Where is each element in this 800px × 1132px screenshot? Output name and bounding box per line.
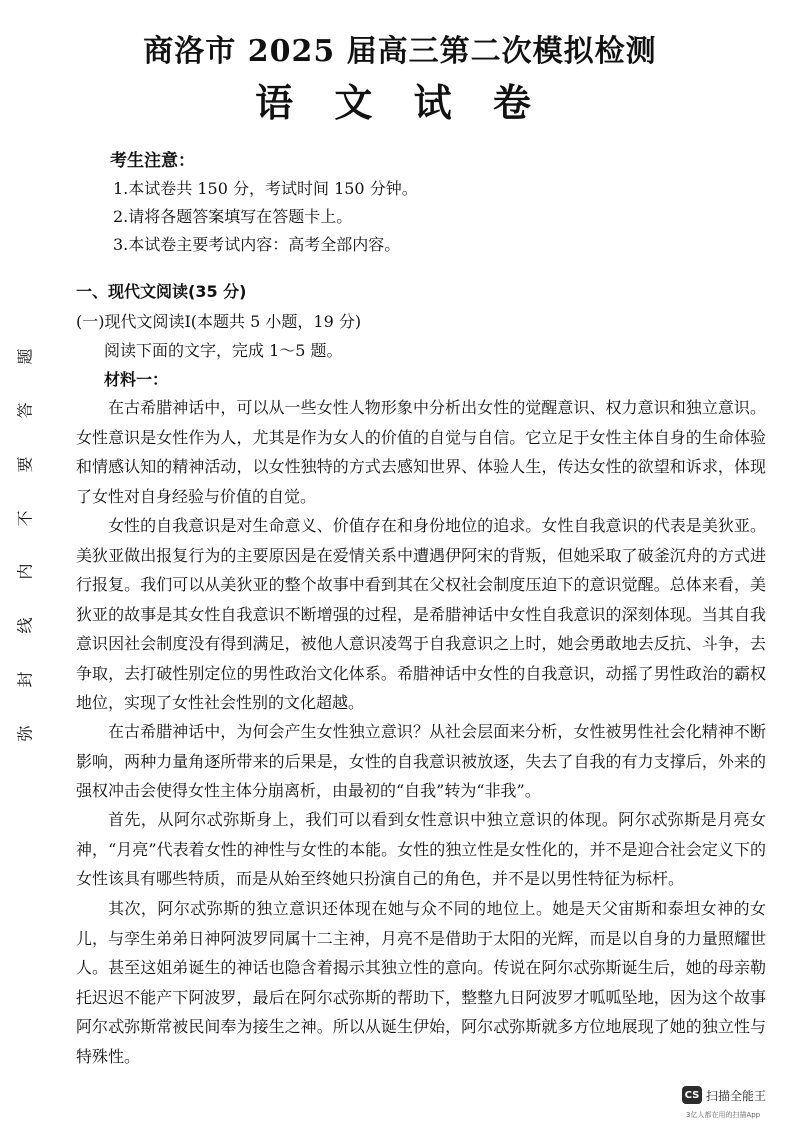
margin-char: 要 — [15, 456, 35, 473]
paper-subtitle: 语 文 试 卷 — [255, 80, 545, 125]
paragraph: 在古希腊神话中，为何会产生女性独立意识？从社会层面来分析，女性被男性社会化精神不断影响，两种力量角逐所带来的后果是，女性的自我意识被放逐，失去了自我的有力支撑后，外来的强权冲击会使得女性主体分崩离析，由最初的“自我”转为“非我”。 — [76, 722, 766, 800]
margin-char: 内 — [15, 563, 35, 580]
notice-item: 1.本试卷共 150 分，考试时间 150 分钟。 — [113, 179, 418, 198]
material-label: 材料一： — [104, 370, 169, 389]
paragraph: 其次，阿尔忒弥斯的独立意识还体现在她与众不同的地位上。她是天父宙斯和泰坦女神的女儿，与孪生弟弟日神阿波罗同属十二主神，月亮不是借助于太阳的光辉，而是以自身的力量照耀世人。甚至这姐弟诞生的神话也隐含着揭示其独立性的意向。传说在阿尔忒弥斯诞生后，她的母亲勒托迟迟不能产下阿波罗，最后在阿尔忒弥斯的帮助下，整整九日阿波罗才呱呱坠地，因为这个故事阿尔忒弥斯常被民间奉为接生之神。所以从诞生伊始，阿尔忒弥斯就多方位地展现了她的独立性与特殊性。 — [76, 899, 766, 1066]
section-heading: 一、现代文阅读(35 分) — [76, 282, 247, 301]
seal-line-margin — [12, 345, 36, 745]
instruction-text: 阅读下面的文字，完成 1～5 题。 — [104, 341, 343, 360]
margin-char: 线 — [15, 617, 35, 634]
scanner-watermark — [682, 1086, 766, 1104]
margin-char: 不 — [15, 510, 35, 527]
exam-title: 商洛市 2025 届高三第二次模拟检测 — [143, 34, 657, 69]
scanner-tagline: 3亿人都在用的扫描App — [686, 1111, 761, 1119]
paragraph: 女性的自我意识是对生命意义、价值存在和身份地位的追求。女性自我意识的代表是美狄亚。美狄亚做出报复行为的主要原因是在爱情关系中遭遇伊阿宋的背叛，但她采取了破釜沉舟的方式进行报复。我们可以从美狄亚的整个故事中看到其在父权社会制度压迫下的意识觉醒。总体来看，美狄亚的故事是其女性自我意识不断增强的过程，是希腊神话中女性自我意识的深刻体现。当其自我意识因社会制度没有得到满足，被他人意识凌驾于自我意识之上时，她会勇敢地去反抗、斗争，去争取，去打破性别定位的男性政治文化体系。希腊神话中女性的自我意识，动摇了男性政治的霸权地位，实现了女性社会性别的文化超越。 — [76, 516, 766, 712]
notice-heading: 考生注意： — [110, 151, 195, 171]
scanner-app-name: 扫描全能王 — [706, 1088, 767, 1103]
paragraph: 首先，从阿尔忒弥斯身上，我们可以看到女性意识中独立意识的体现。阿尔忒弥斯是月亮女神，“月亮”代表着女性的神性与女性的本能。女性的独立性是女性化的，并不是迎合社会定义下的女性该具有哪些特质，而是从始至终她只扮演自己的角色，并不是以男性特征为标杆。 — [76, 810, 766, 888]
paragraph: 在古希腊神话中，可以从一些女性人物形象中分析出女性的觉醒意识、权力意识和独立意识。女性意识是女性作为人，尤其是作为女人的价值的自觉与自信。它立足于女性主体自身的生命体验和情感认知的精神活动，以女性独特的方式去感知世界、体验人生，传达女性的欲望和诉求，体现了女性对自身经验与价值的自觉。 — [76, 398, 766, 506]
margin-char: 封 — [15, 671, 35, 688]
subsection-heading: (一)现代文阅读Ⅰ(本题共 5 小题，19 分) — [76, 312, 362, 331]
margin-char: 弥 — [15, 725, 35, 742]
margin-char: 题 — [15, 348, 35, 365]
scanner-logo-icon: CS — [682, 1086, 702, 1104]
margin-char: 答 — [15, 402, 35, 419]
notice-item: 3.本试卷主要考试内容：高考全部内容。 — [113, 235, 401, 254]
notice-item: 2.请将各题答案填写在答题卡上。 — [113, 207, 353, 226]
